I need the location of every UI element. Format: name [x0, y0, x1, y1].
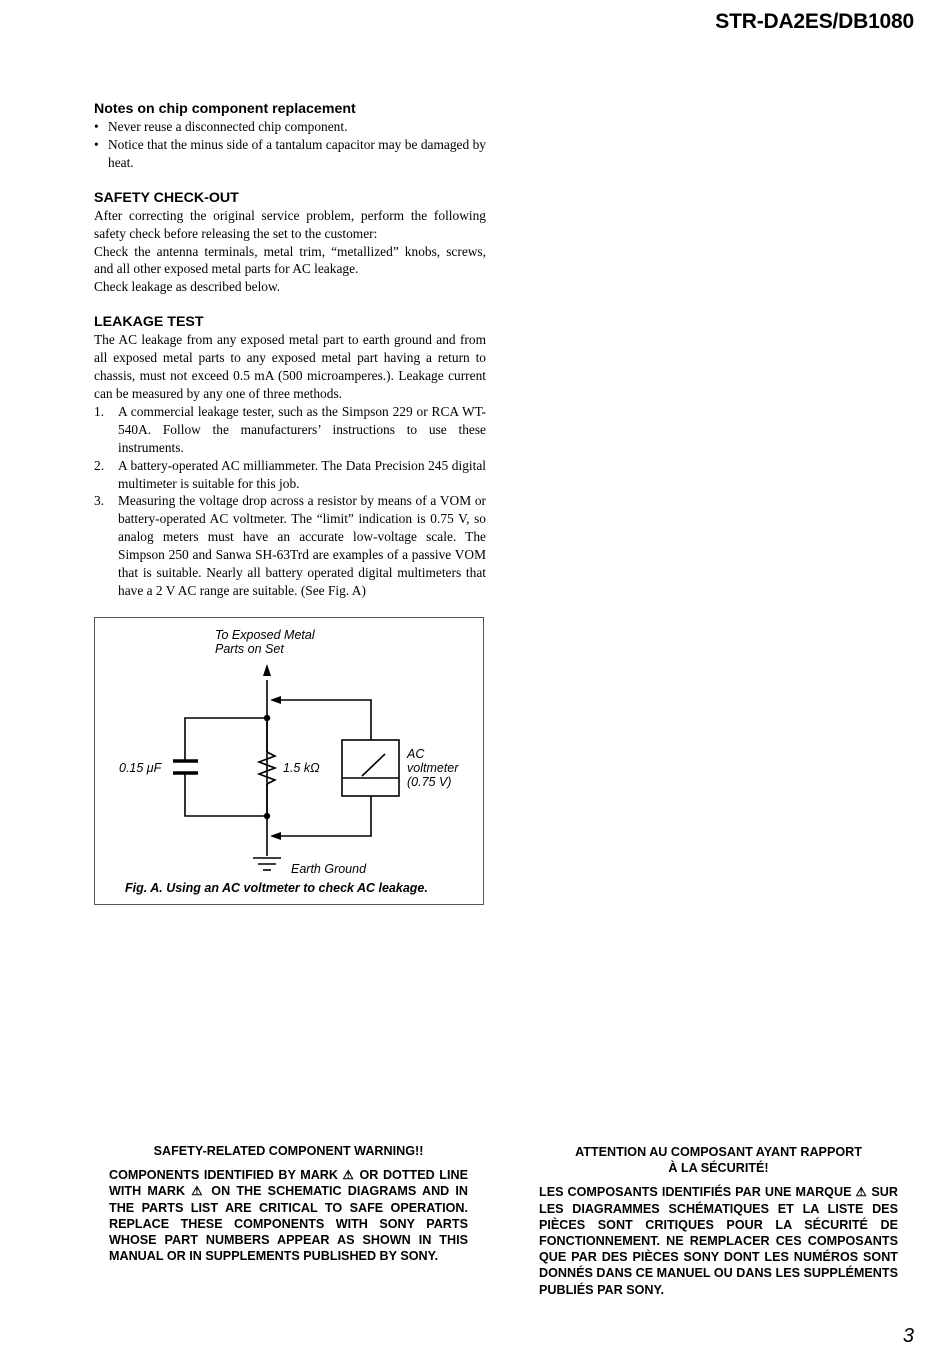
warning-text: COMPONENTS IDENTIFIED BY MARK ⚠ OR DOTTED LINE WITH MARK ⚠ ON THE SCHEMATIC DIAGRAMS AND IN THE PARTS LIST ARE CRITICAL TO SAFE OPERATION. REPLACE THESE COMPONENTS WITH SONY PARTS WHOSE PART NUMBERS APPEAR AS SHOWN IN THIS MANUAL OR IN SUPPLEMENTS PUBLISHED BY SONY. — [109, 1168, 468, 1264]
meter-label-ac: AC — [407, 747, 425, 761]
method-item — [94, 403, 486, 457]
model-title: STR-DA2ES/DB1080 — [715, 10, 914, 33]
leakage-test-heading: LEAKAGE TEST — [94, 314, 204, 331]
chip-note-item — [94, 118, 486, 136]
method-text: A commercial leakage tester, such as the Simpson 229 or RCA WT-540A. Follow the manufacturers’ instructions to use these instruments. — [118, 403, 486, 455]
junction-dot — [264, 715, 270, 721]
resistor-label: 1.5 kΩ — [283, 761, 320, 775]
label-parts-on-set: Parts on Set — [215, 642, 284, 656]
method-text: A battery-operated AC milliammeter. The Data Precision 245 digital multimeter is suitable for this job. — [118, 457, 486, 491]
arrow-left-icon — [270, 832, 281, 840]
meter-top-wire — [277, 700, 371, 740]
method-text: Measuring the voltage drop across a resistor by means of a VOM or battery-operated AC voltmeter. The “limit” indication is 0.75 V, so analog meters must have an accurate low-voltage scale. The Simpson 250 and Sanwa SH-63Trd are examples of a passive VOM that is suitable. Nearly all battery operated digital multimeters that have a 2 V AC range are suitable. (See Fig. A) — [118, 493, 486, 598]
safety-checkout-paragraph: Check the antenna terminals, metal trim, “metallized” knobs, screws, and all other exposed metal parts for AC leakage. — [94, 243, 486, 277]
bullet-mark: • — [94, 136, 99, 152]
chip-note-text: Never reuse a disconnected chip component. — [108, 119, 348, 134]
method-item — [94, 457, 486, 493]
method-item — [94, 492, 486, 599]
page-number: 3 — [902, 1325, 914, 1347]
safety-checkout-heading: SAFETY CHECK-OUT — [94, 189, 239, 206]
safety-warning-english — [109, 1143, 468, 1264]
label-exposed-metal: To Exposed Metal — [215, 628, 315, 642]
meter-label-voltage: (0.75 V) — [407, 775, 452, 789]
method-number: 1. — [94, 403, 105, 419]
chip-note-item — [94, 136, 486, 172]
leakage-test-intro: The AC leakage from any exposed metal part to earth ground and from all exposed metal parts to any exposed metal part having a return to chassis, must not exceed 0.5 mA (500 microamperes.). Leakage current can be measured by any one of three methods. — [94, 332, 486, 401]
arrow-left-icon — [270, 696, 281, 704]
method-number: 3. — [94, 493, 105, 509]
chip-notes-heading: Notes on chip component replacement — [94, 101, 356, 117]
method-number: 2. — [94, 457, 105, 473]
capacitor-bottom-wire — [185, 773, 267, 816]
capacitor-top-wire — [185, 718, 267, 760]
junction-dot — [264, 813, 270, 819]
warning-title-line1: ATTENTION AU COMPOSANT AYANT RAPPORT — [575, 1145, 862, 1159]
bullet-mark: • — [94, 119, 99, 134]
left-column — [94, 100, 486, 600]
safety-checkout-paragraph: After correcting the original service problem, perform the following safety check before releasing the set to the customer: — [94, 207, 486, 241]
figure-a — [94, 617, 484, 905]
arrow-up-icon — [263, 664, 271, 676]
warning-title: SAFETY-RELATED COMPONENT WARNING!! — [153, 1144, 424, 1158]
earth-ground-label: Earth Ground — [291, 862, 367, 876]
figure-caption: Fig. A. Using an AC voltmeter to check AC leakage. — [125, 881, 428, 895]
warning-text: LES COMPOSANTS IDENTIFIÉS PAR UNE MARQUE ⚠ SUR LES DIAGRAMMES SCHÉMATIQUES ET LA LISTE DES PIÈCES SONT CRITIQUES POUR LA SÉCURITÉ DE FONCTIONNEMENT. NE REMPLACER CES COMPOSANTS QUE PAR DES PIÈCES SONY DONT LES NUMÉROS SONT DONNÉS DANS CE MANUEL OU DANS LES SUPPLÉMENTS PUBLIÉS PAR SONY. — [539, 1185, 898, 1297]
meter-label-voltmeter: voltmeter — [407, 761, 459, 775]
capacitor-label: 0.15 μF — [119, 761, 162, 775]
chip-note-text: Notice that the minus side of a tantalum capacitor may be damaged by heat. — [108, 136, 486, 170]
safety-checkout-paragraph: Check leakage as described below. — [94, 279, 281, 295]
meter-bottom-wire — [277, 796, 371, 836]
safety-warning-french — [539, 1144, 898, 1298]
warning-title-line2: À LA SÉCURITÉ! — [668, 1161, 769, 1176]
